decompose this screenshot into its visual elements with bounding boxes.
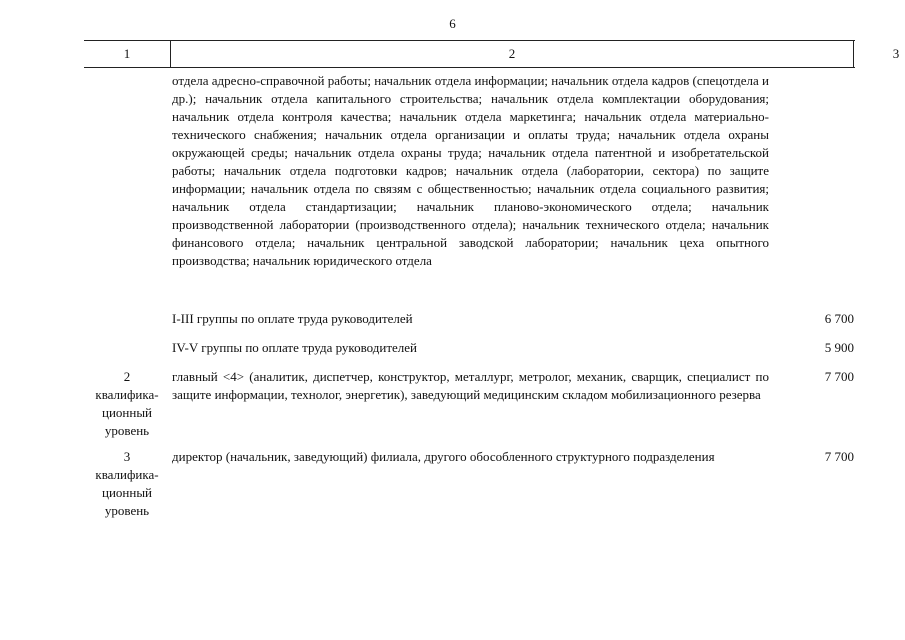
column-header-2: 2 — [171, 41, 854, 67]
level-number: 2 — [123, 369, 131, 384]
salary-amount: 7 700 — [824, 449, 854, 464]
position-text: главный <4> (аналитик, диспетчер, конструктор, металлург, метролог, механик, сварщик, специалист по защите информации, технолог, энергетик), заведующий медицинским складом мобилизационного резерва — [172, 369, 769, 402]
level-word: уровень — [104, 423, 150, 438]
salary-amount: 6 700 — [824, 311, 854, 326]
level-word: квалифика- — [95, 387, 159, 402]
salary-amount: 5 900 — [824, 340, 854, 355]
table-header-row — [84, 40, 900, 68]
position-text: директор (начальник, заведующий) филиала, другого обособленного структурного подразделения — [172, 449, 715, 464]
level-word: ционный — [101, 485, 153, 500]
qualification-level — [84, 448, 170, 520]
level-word: квалифика- — [95, 467, 159, 482]
group-label: IV-V группы по оплате труда руководителей — [172, 340, 417, 355]
group-label: I-III группы по оплате труда руководителей — [172, 311, 413, 326]
salary-amount: 7 700 — [824, 369, 854, 384]
qualification-level — [84, 368, 170, 440]
level-number: 3 — [123, 449, 131, 464]
level-word: уровень — [104, 503, 150, 518]
page-number: 6 — [449, 16, 456, 31]
level-word: ционный — [101, 405, 153, 420]
column-header-1: 1 — [84, 41, 171, 67]
column-header-3: 3 — [892, 46, 900, 61]
position-list-text: отдела адресно-справочной работы; начальник отдела информации; начальник отдела кадров (спецотдела и др.); начальник отдела капитального строительства; начальник отдела комплектации оборудования; начальник отдела контроля качества; начальник отдела маркетинга; начальник отдела материально-технического снабжения; начальник отдела организации и оплаты труда; начальник отдела охраны окружающей среды; начальник отдела охраны труда; начальник отдела патентной и изобретательской работы; начальник отдела подготовки кадров; начальник отдела (лаборатории, сектора) по защите информации; начальник отдела по связям с общественностью; начальник отдела социального развития; начальник отдела стандартизации; начальник планово-экономического отдела; начальник производственной лаборатории (производственного отдела); начальник технического отдела; начальник финансового отдела; начальник центральной заводской лаборатории; начальник цеха опытного производства; начальник юридического отдела — [172, 73, 769, 268]
